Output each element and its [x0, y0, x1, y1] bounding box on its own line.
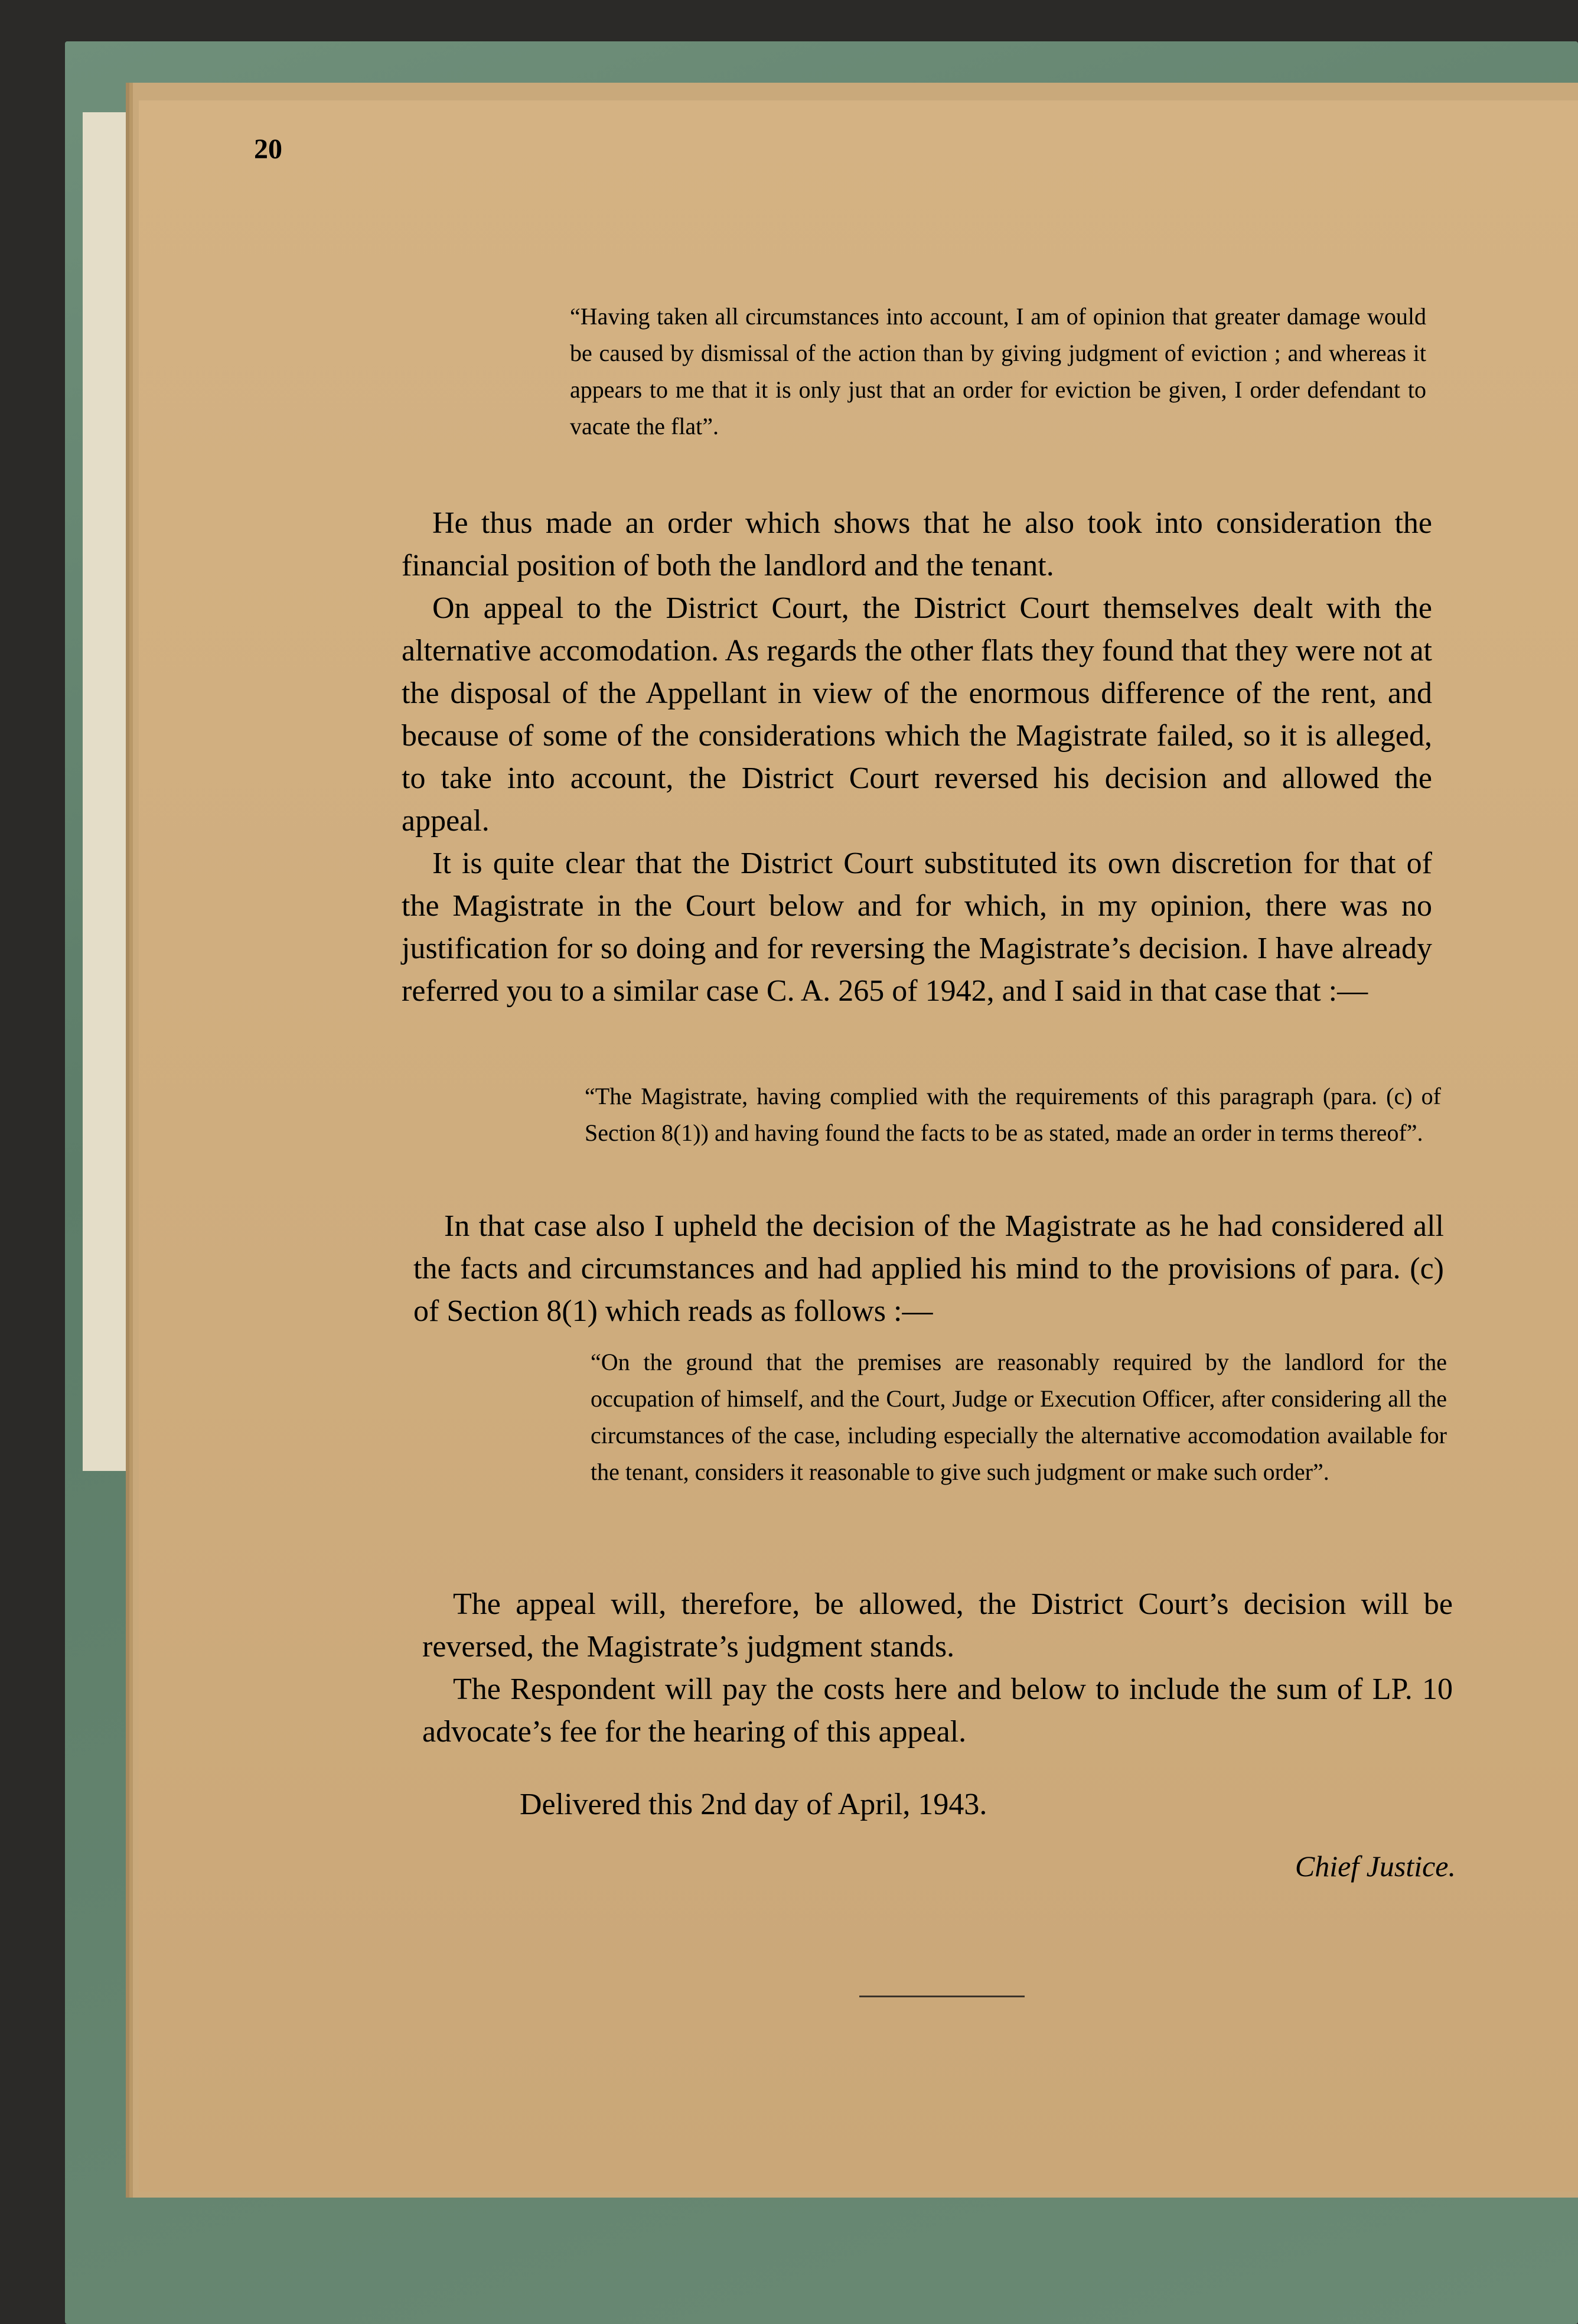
- quote-block-1: [570, 298, 1426, 445]
- page-number: 20: [254, 134, 282, 165]
- inner-cover-strip: [83, 112, 136, 1471]
- paragraph: The appeal will, therefore, be allowed, the District Court’s decision will be reversed, the Magistrate’s judgment stands.: [422, 1587, 1453, 1664]
- quote-text: “On the ground that the premises are reasonably required by the landlord for the occupation of himself, and the Court, Judge or Execution Officer, after considering all the circumstances of the case, including especially the alternative accomodation available for the tenant, considers it reasonable to give such judgment or make such order”.: [591, 1349, 1447, 1485]
- quote-block-2: [585, 1078, 1441, 1151]
- quote-text: “Having taken all circumstances into account, I am of opinion that greater damage would be caused by dismissal of the action than by giving judgment of eviction ; and whereas it appears to me that it is only just that an order for eviction be given, I order defendant to vacate the flat”.: [570, 303, 1426, 440]
- paragraph: It is quite clear that the District Court substituted its own discretion for that of the Magistrate in the Court below and for which, in my opinion, there was no justification for so doing and for reversing the Magistrate’s decision. I have already referred you to a similar case C. A. 265 of 1942, and I said in that case that :—: [402, 847, 1432, 1008]
- body-paragraphs-3: [422, 1583, 1453, 1753]
- closing-rule: [859, 1996, 1025, 1997]
- paragraph: In that case also I upheld the decision of the Magistrate as he had considered all the facts and circumstances and had applied his mind to the provisions of para. (c) of Section 8(1) which reads as follows :—: [413, 1209, 1444, 1328]
- body-paragraphs-1: [402, 502, 1432, 1013]
- quote-block-3: [591, 1344, 1447, 1490]
- paragraph: On appeal to the District Court, the District Court themselves dealt with the alternative accomodation. As regards the other flats they found that they were not at the disposal of the Appellant in view of the enormous difference of the rent, and because of some of the considerations which the Magistrate failed, so it is alleged, to take into account, the District Court reversed his decision and allowed the appeal.: [402, 591, 1432, 838]
- body-paragraphs-2: [413, 1205, 1444, 1333]
- quote-text: “The Magistrate, having complied with the requirements of this paragraph (para. (c) of Section 8(1)) and having found the facts to be as stated, made an order in terms thereof”.: [585, 1083, 1441, 1146]
- paragraph: He thus made an order which shows that he also took into consideration the financial position of both the landlord and the tenant.: [402, 506, 1432, 582]
- signature: Chief Justice.: [1295, 1850, 1456, 1883]
- paragraph: The Respondent will pay the costs here and below to include the sum of LP. 10 advocate’s fee for the hearing of this appeal.: [422, 1672, 1453, 1749]
- delivered-line: Delivered this 2nd day of April, 1943.: [520, 1788, 987, 1821]
